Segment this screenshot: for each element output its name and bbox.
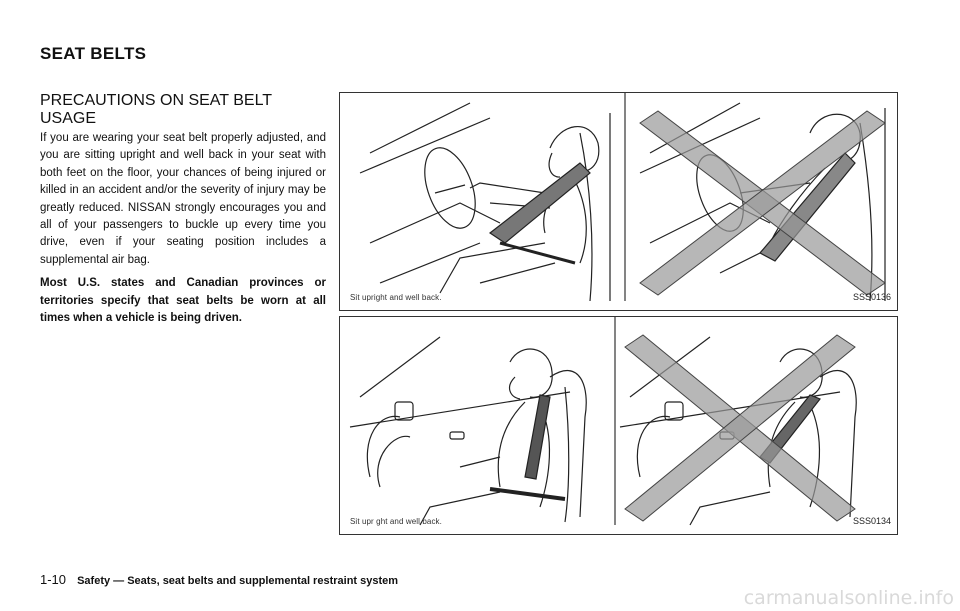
section-title: SEAT BELTS [40,44,147,63]
figure-caption: Sit upr ght and well back. [350,517,442,526]
page-footer [40,572,398,587]
passenger-seating-illustration [340,317,897,534]
figure-passenger-seating [339,316,898,535]
subheading: PRECAUTIONS ON SEAT BELT USAGE [40,92,272,127]
body-text [40,130,326,333]
paragraph-law-notice: Most U.S. states and Canadian provinces or territories specify that seat belts be worn at all times when a vehicle is being driven. [40,277,326,325]
figure-driver-seating [339,92,898,311]
driver-seating-illustration [340,93,897,310]
figure-caption: Sit upright and well back. [350,293,442,302]
paragraph-intro: If you are wearing your seat belt properly adjusted, and you are sitting upright and well back in your seat with both feet on the floor, your chances of being injured or killed in an accident and/or the severity of injury may be greatly reduced. NISSAN strongly encourages you and all of your passengers to buckle up every time you drive, even if your seating position includes a supplemental air bag. [40,132,326,266]
watermark: carmanualsonline.info [743,587,954,609]
figure-id: SSS0136 [852,292,891,302]
figure-id: SSS0134 [852,516,891,526]
page-number: 1-10 [40,572,67,587]
chapter-title: Safety — Seats, seat belts and supplemental restraint system [77,575,399,587]
